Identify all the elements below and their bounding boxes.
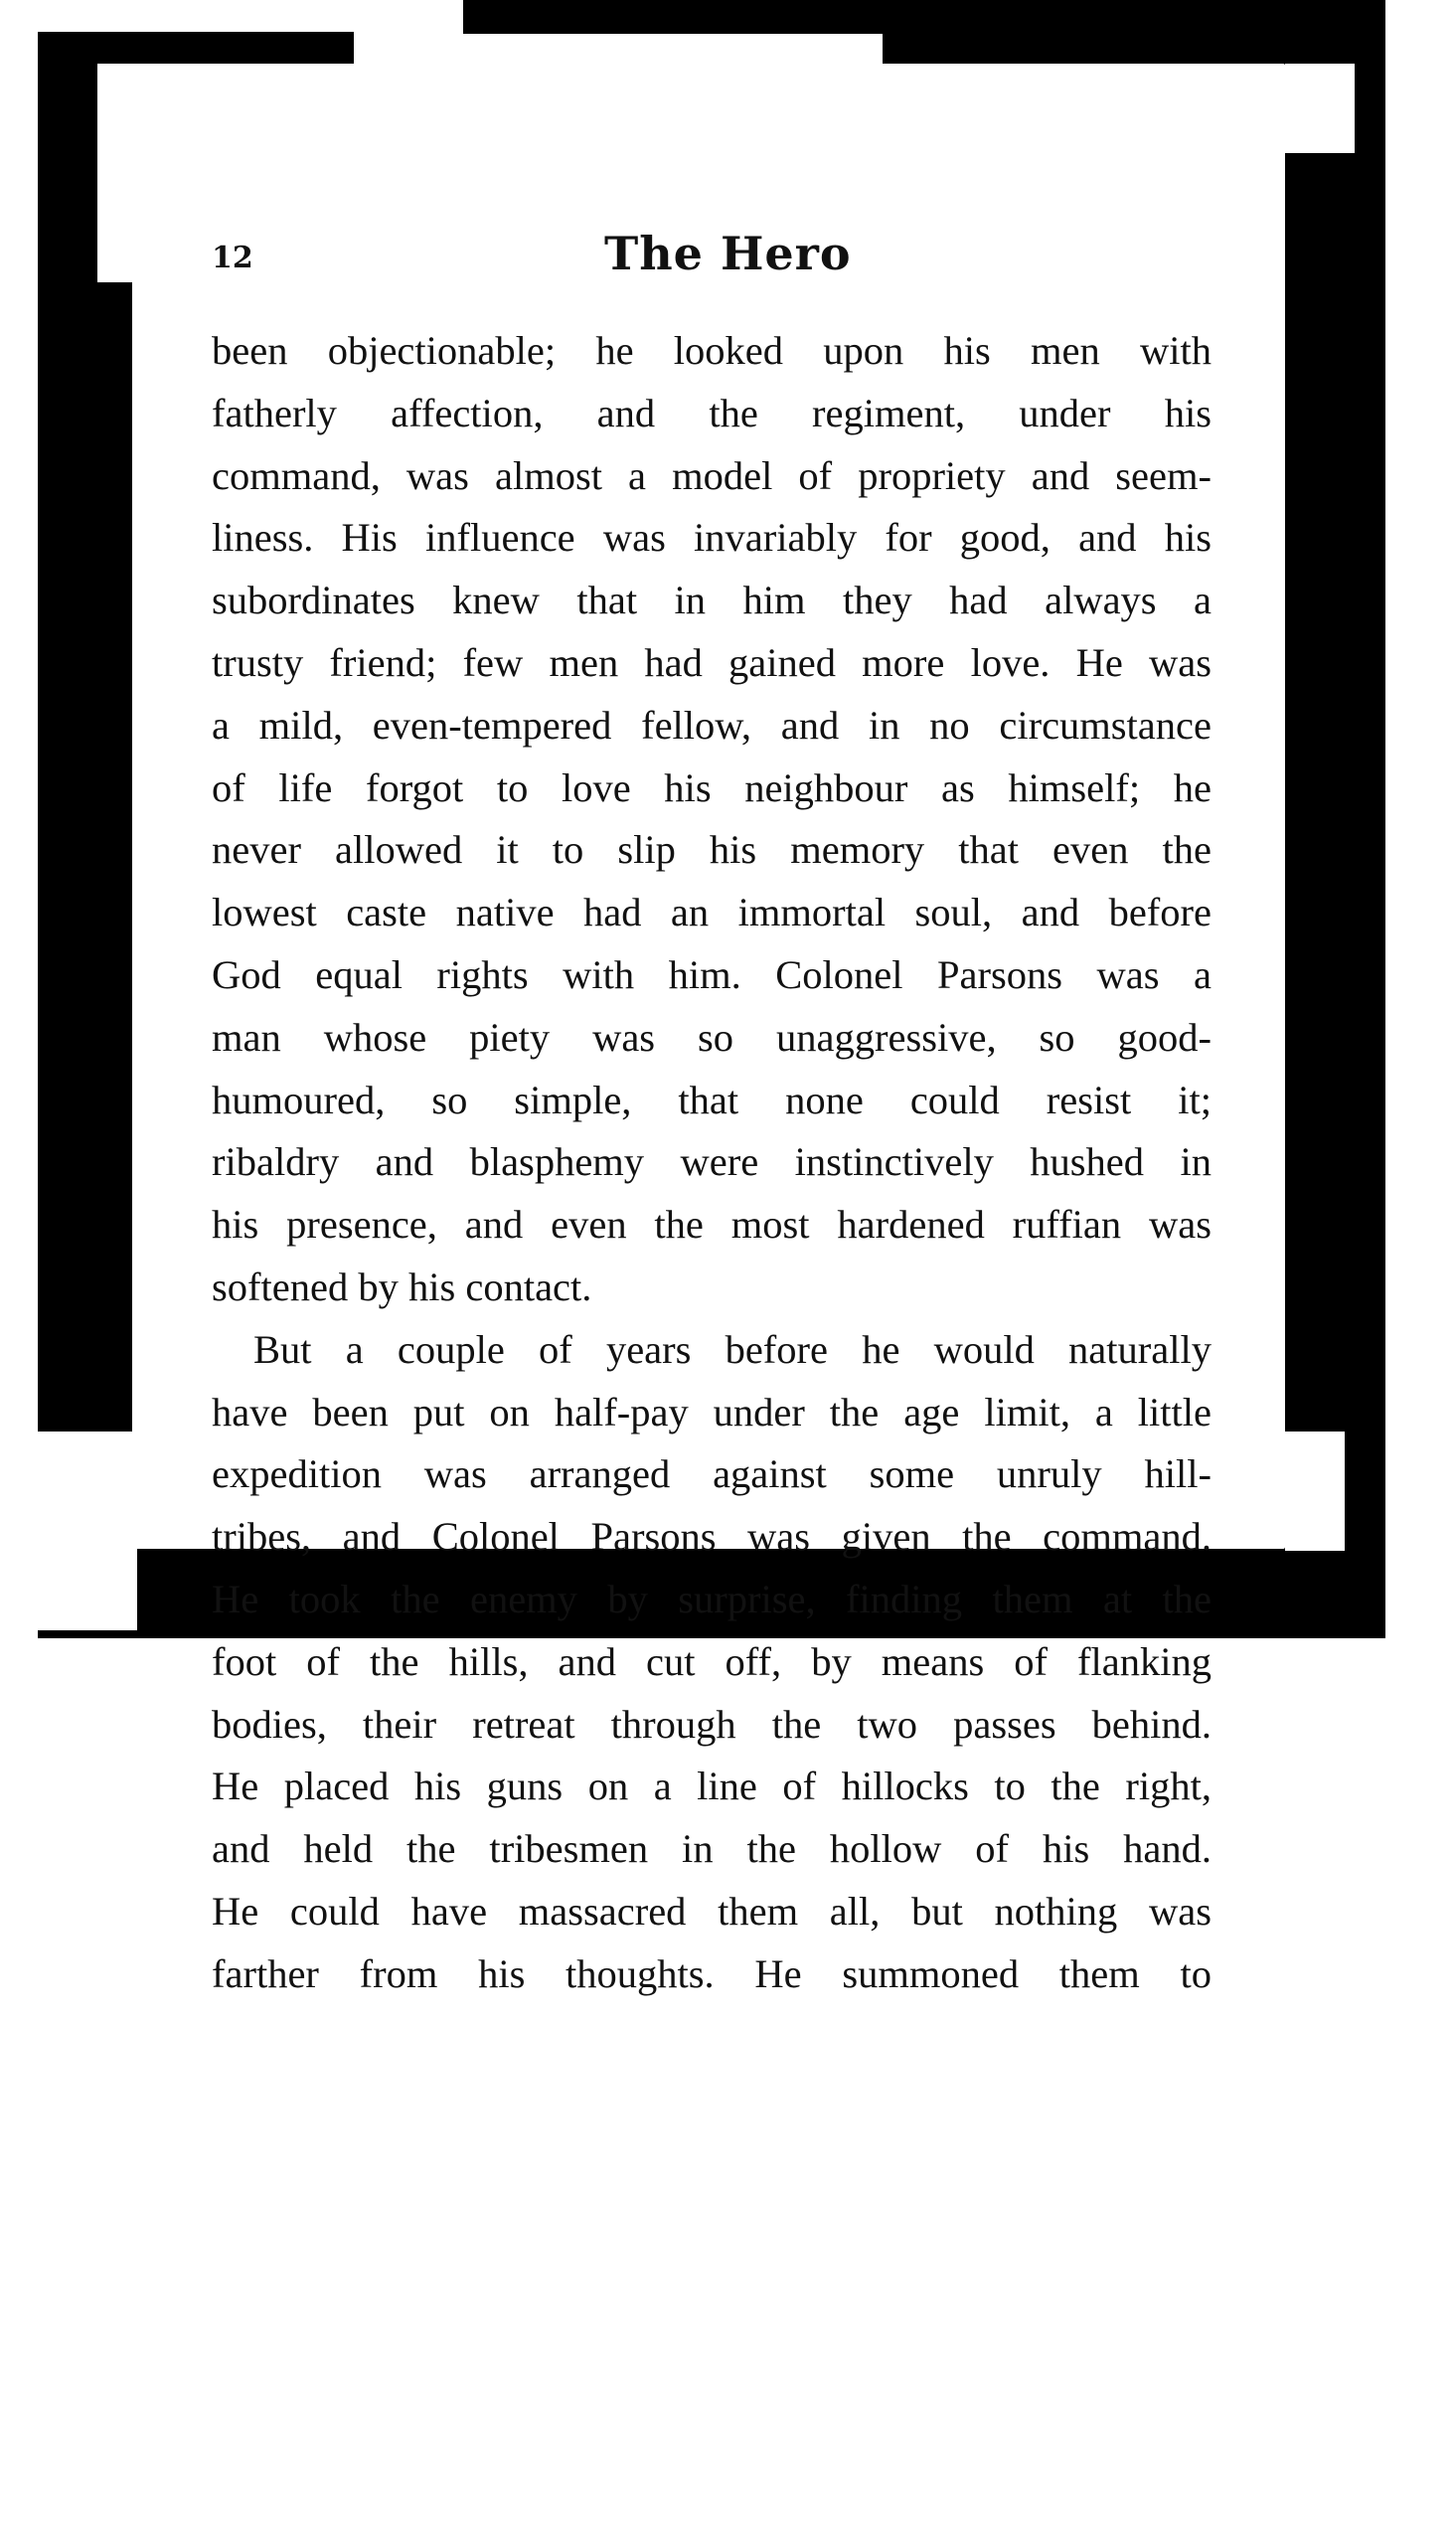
edge-tear-top-left bbox=[38, 0, 366, 32]
text-line: He could have massacred them all, but nothing was bbox=[212, 1888, 1212, 1934]
text-line: expedition was arranged against some unruly hill- bbox=[212, 1451, 1212, 1497]
text-line: never allowed it to slip his memory that even the bbox=[212, 827, 1212, 873]
text-line: ribaldry and blasphemy were instinctively hushed in bbox=[212, 1139, 1212, 1185]
text-line: command, was almost a model of propriety and seem- bbox=[212, 452, 1212, 498]
text-line: God equal rights with him. Colonel Parsons was a bbox=[212, 951, 1212, 997]
page-number: 12 bbox=[212, 241, 253, 275]
running-title: The Hero bbox=[604, 227, 852, 280]
text-line: foot of the hills, and cut off, by means of flanking bbox=[212, 1638, 1212, 1684]
edge-tear-right-lower bbox=[1285, 1432, 1345, 1551]
text-line: man whose piety was so unaggressive, so good- bbox=[212, 1014, 1212, 1060]
text-line: a mild, even-tempered fellow, and in no circumstance bbox=[212, 702, 1212, 748]
paragraph bbox=[212, 1319, 1212, 2006]
text-line: fatherly affection, and the regiment, under his bbox=[212, 390, 1212, 435]
edge-tear-bottom-left bbox=[38, 1432, 137, 1630]
text-line: humoured, so simple, that none could resist it; bbox=[212, 1077, 1212, 1122]
running-head bbox=[212, 227, 1206, 290]
edge-tear-right-upper bbox=[1285, 64, 1355, 153]
text-line: of life forgot to love his neighbour as himself; he bbox=[212, 764, 1212, 810]
text-line: been objectionable; he looked upon his men with bbox=[212, 328, 1212, 373]
text-line: subordinates knew that in him they had always a bbox=[212, 578, 1212, 623]
paragraph bbox=[212, 320, 1212, 1319]
edge-tear-left-upper bbox=[97, 64, 137, 282]
body-text bbox=[212, 320, 1212, 2006]
text-line: liness. His influence was invariably for good, and his bbox=[212, 515, 1212, 561]
edge-mark-left bbox=[38, 129, 48, 219]
text-line: lowest caste native had an immortal soul, and before bbox=[212, 890, 1212, 935]
text-line: bodies, their retreat through the two passes behind. bbox=[212, 1701, 1212, 1747]
text-line: But a couple of years before he would naturally bbox=[253, 1326, 1212, 1372]
text-line: and held the tribesmen in the hollow of his hand. bbox=[212, 1826, 1212, 1872]
text-line: softened by his contact. bbox=[212, 1264, 592, 1309]
edge-tear-top-middle bbox=[445, 34, 883, 64]
text-line: farther from his thoughts. He summoned them to bbox=[212, 1950, 1212, 1996]
text-line: trusty friend; few men had gained more love. He was bbox=[212, 639, 1212, 685]
text-line: He took the enemy by surprise, finding them at the bbox=[212, 1576, 1212, 1621]
text-line: his presence, and even the most hardened ruffian was bbox=[212, 1202, 1212, 1248]
text-line: have been put on half-pay under the age limit, a little bbox=[212, 1389, 1212, 1434]
text-line: He placed his guns on a line of hillocks to the right, bbox=[212, 1764, 1212, 1809]
text-line: tribes, and Colonel Parsons was given the command. bbox=[212, 1514, 1212, 1560]
